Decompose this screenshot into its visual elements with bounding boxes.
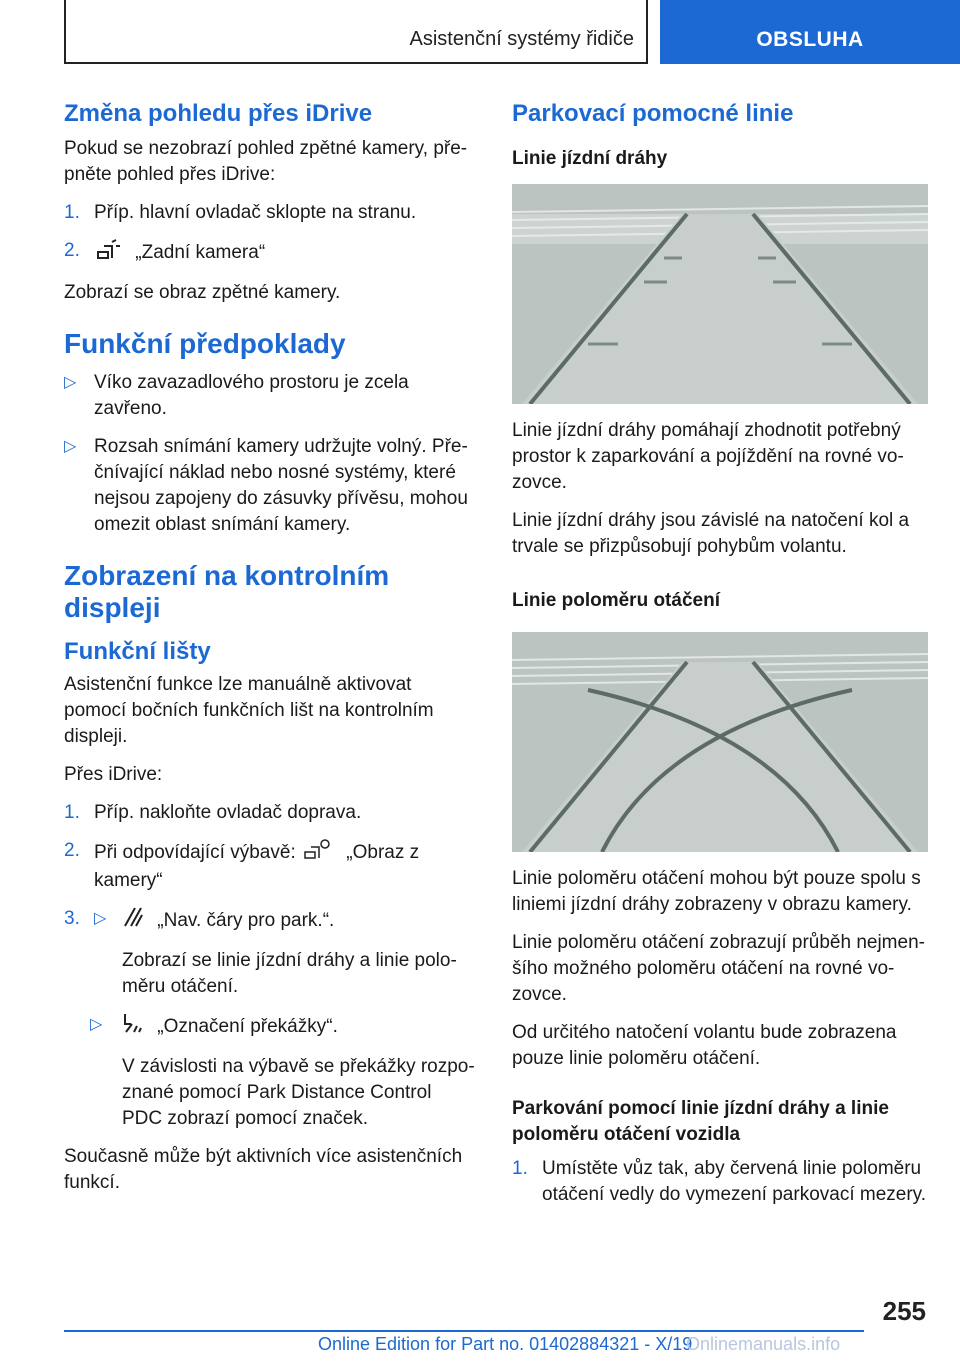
step-number: 2. (64, 840, 80, 861)
camera-settings-icon (303, 838, 333, 868)
triangle-bullet-icon: ▷ (64, 438, 77, 455)
turning-radius-figure (512, 632, 928, 852)
lane-lines-figure (512, 184, 928, 404)
paragraph-radius-3: Od určitého natočení volantu bude zobrazena pouze linie poloměru otáčení. (512, 1022, 897, 1069)
list-text: Víko zavazadlového prostoru je zcela zavřeno. (94, 372, 409, 419)
paragraph-radius-1: Linie poloměru otáčení mohou být pouze spolu s liniemi jízdní dráhy zobrazeny v obrazu kamery. (512, 868, 921, 915)
step-text: Při odpovídající výbavě: (94, 842, 296, 864)
step-number: 1. (64, 802, 80, 823)
paragraph-change-view: Pokud se nezobrazí pohled zpětné kamery, pře-pněte pohled přes iDrive: (64, 138, 468, 185)
heading-change-view: Změna pohledu přes iDrive (64, 100, 373, 127)
list-item (64, 200, 476, 226)
obstacle-marking-icon (122, 1012, 144, 1042)
list-item (64, 1012, 476, 1042)
step-text: „Obraz z kamery“ (94, 842, 420, 891)
list-item (64, 906, 476, 936)
triangle-bullet-icon: ▷ (64, 374, 77, 391)
header-box (64, 0, 648, 64)
step-text: Příp. nakloňte ovladač doprava. (94, 802, 362, 823)
obstacle-list (64, 1012, 476, 1042)
step-number: 1. (512, 1158, 528, 1179)
paragraph-lane-2: Linie jízdní dráhy jsou závislé na natočení kol a trvale se přizpůsobují pohybům volantu. (512, 510, 910, 557)
section-tab: OBSLUHA (660, 0, 960, 64)
section-title: Asistenční systémy řidiče (409, 28, 634, 50)
left-column (64, 100, 476, 1208)
paragraph-multiple-functions: Současně může být aktivních více asistenčních funkcí. (64, 1146, 463, 1193)
heading-function-bars: Funkční lišty (64, 638, 211, 665)
steps-change-view (64, 200, 476, 268)
paragraph-via-idrive: Přes iDrive: (64, 764, 163, 785)
footer-edition: Online Edition for Part no. 01402884321 - X/19 (318, 1334, 693, 1354)
step-text: „Nav. čáry pro park.“. (157, 910, 335, 932)
triangle-bullet-icon: ▷ (90, 1016, 103, 1033)
step-number: 1. (64, 202, 80, 223)
heading-prerequisites: Funkční předpoklady (64, 328, 346, 359)
heading-parking-with-lines: Parkování pomocí linie jízdní dráhy a linie poloměru otáčení vozidla (512, 1098, 889, 1145)
list-item (64, 838, 476, 894)
step-text: Umístěte vůz tak, aby červená linie poloměru otáčení vedly do vymezení parkovací mezery. (542, 1158, 927, 1205)
heading-turning-radius: Linie poloměru otáčení (512, 590, 720, 611)
list-text: Rozsah snímání kamery udržujte volný. Pře-čnívající náklad nebo nosné systémy, které nejsou zapojeny do zásuvky přívěsu, mohou omezit oblast snímání kamery. (94, 436, 468, 535)
paragraph-obstacle: V závislosti na výbavě se překážky rozpo-znané pomocí Park Distance Control PDC zobrazí pomocí značek. (122, 1056, 475, 1129)
lane-lines-illustration (512, 184, 928, 404)
paragraph-radius-2: Linie poloměru otáčení zobrazují průběh nejmen-šího možného poloměru otáčení na rovné vo-zovce. (512, 932, 925, 1005)
step-text: „Zadní kamera“ (135, 242, 266, 264)
step-text: Příp. hlavní ovladač sklopte na stranu. (94, 202, 417, 223)
footer-rule (64, 1330, 864, 1332)
prerequisite-list (64, 370, 476, 538)
triangle-bullet-icon: ▷ (94, 910, 107, 927)
right-column (512, 100, 928, 1220)
step-number: 3. (64, 908, 80, 929)
list-item (64, 238, 476, 268)
heading-parking-lines: Parkovací pomocné linie (512, 100, 794, 127)
paragraph-lane-1: Linie jízdní dráhy pomáhají zhodnotit potřebný prostor k zaparkování a pojíždění na rovné vo-zovce. (512, 420, 904, 493)
page-number: 255 (882, 1296, 926, 1326)
list-item (64, 800, 476, 826)
turning-radius-illustration (512, 632, 928, 852)
steps-display (64, 800, 476, 936)
list-item (512, 1156, 928, 1208)
step-text: „Označení překážky“. (157, 1016, 338, 1038)
steps-parking (512, 1156, 928, 1208)
list-item (64, 434, 476, 538)
paragraph-lines-shown: Zobrazí se linie jízdní dráhy a linie polo-měru otáčení. (122, 950, 457, 997)
heading-display: Zobrazení na kontrolním displeji (64, 560, 390, 623)
rear-camera-icon (96, 238, 122, 268)
paragraph-function-bars: Asistenční funkce lze manuálně aktivovat pomocí bočních funkčních lišt na kontrolním displeji. (64, 674, 434, 747)
heading-lane-lines: Linie jízdní dráhy (512, 148, 668, 169)
footer-watermark: Onlinemanuals.info (686, 1334, 841, 1354)
paragraph-result: Zobrazí se obraz zpětné kamery. (64, 282, 341, 303)
list-item (64, 370, 476, 422)
step-number: 2. (64, 240, 80, 261)
